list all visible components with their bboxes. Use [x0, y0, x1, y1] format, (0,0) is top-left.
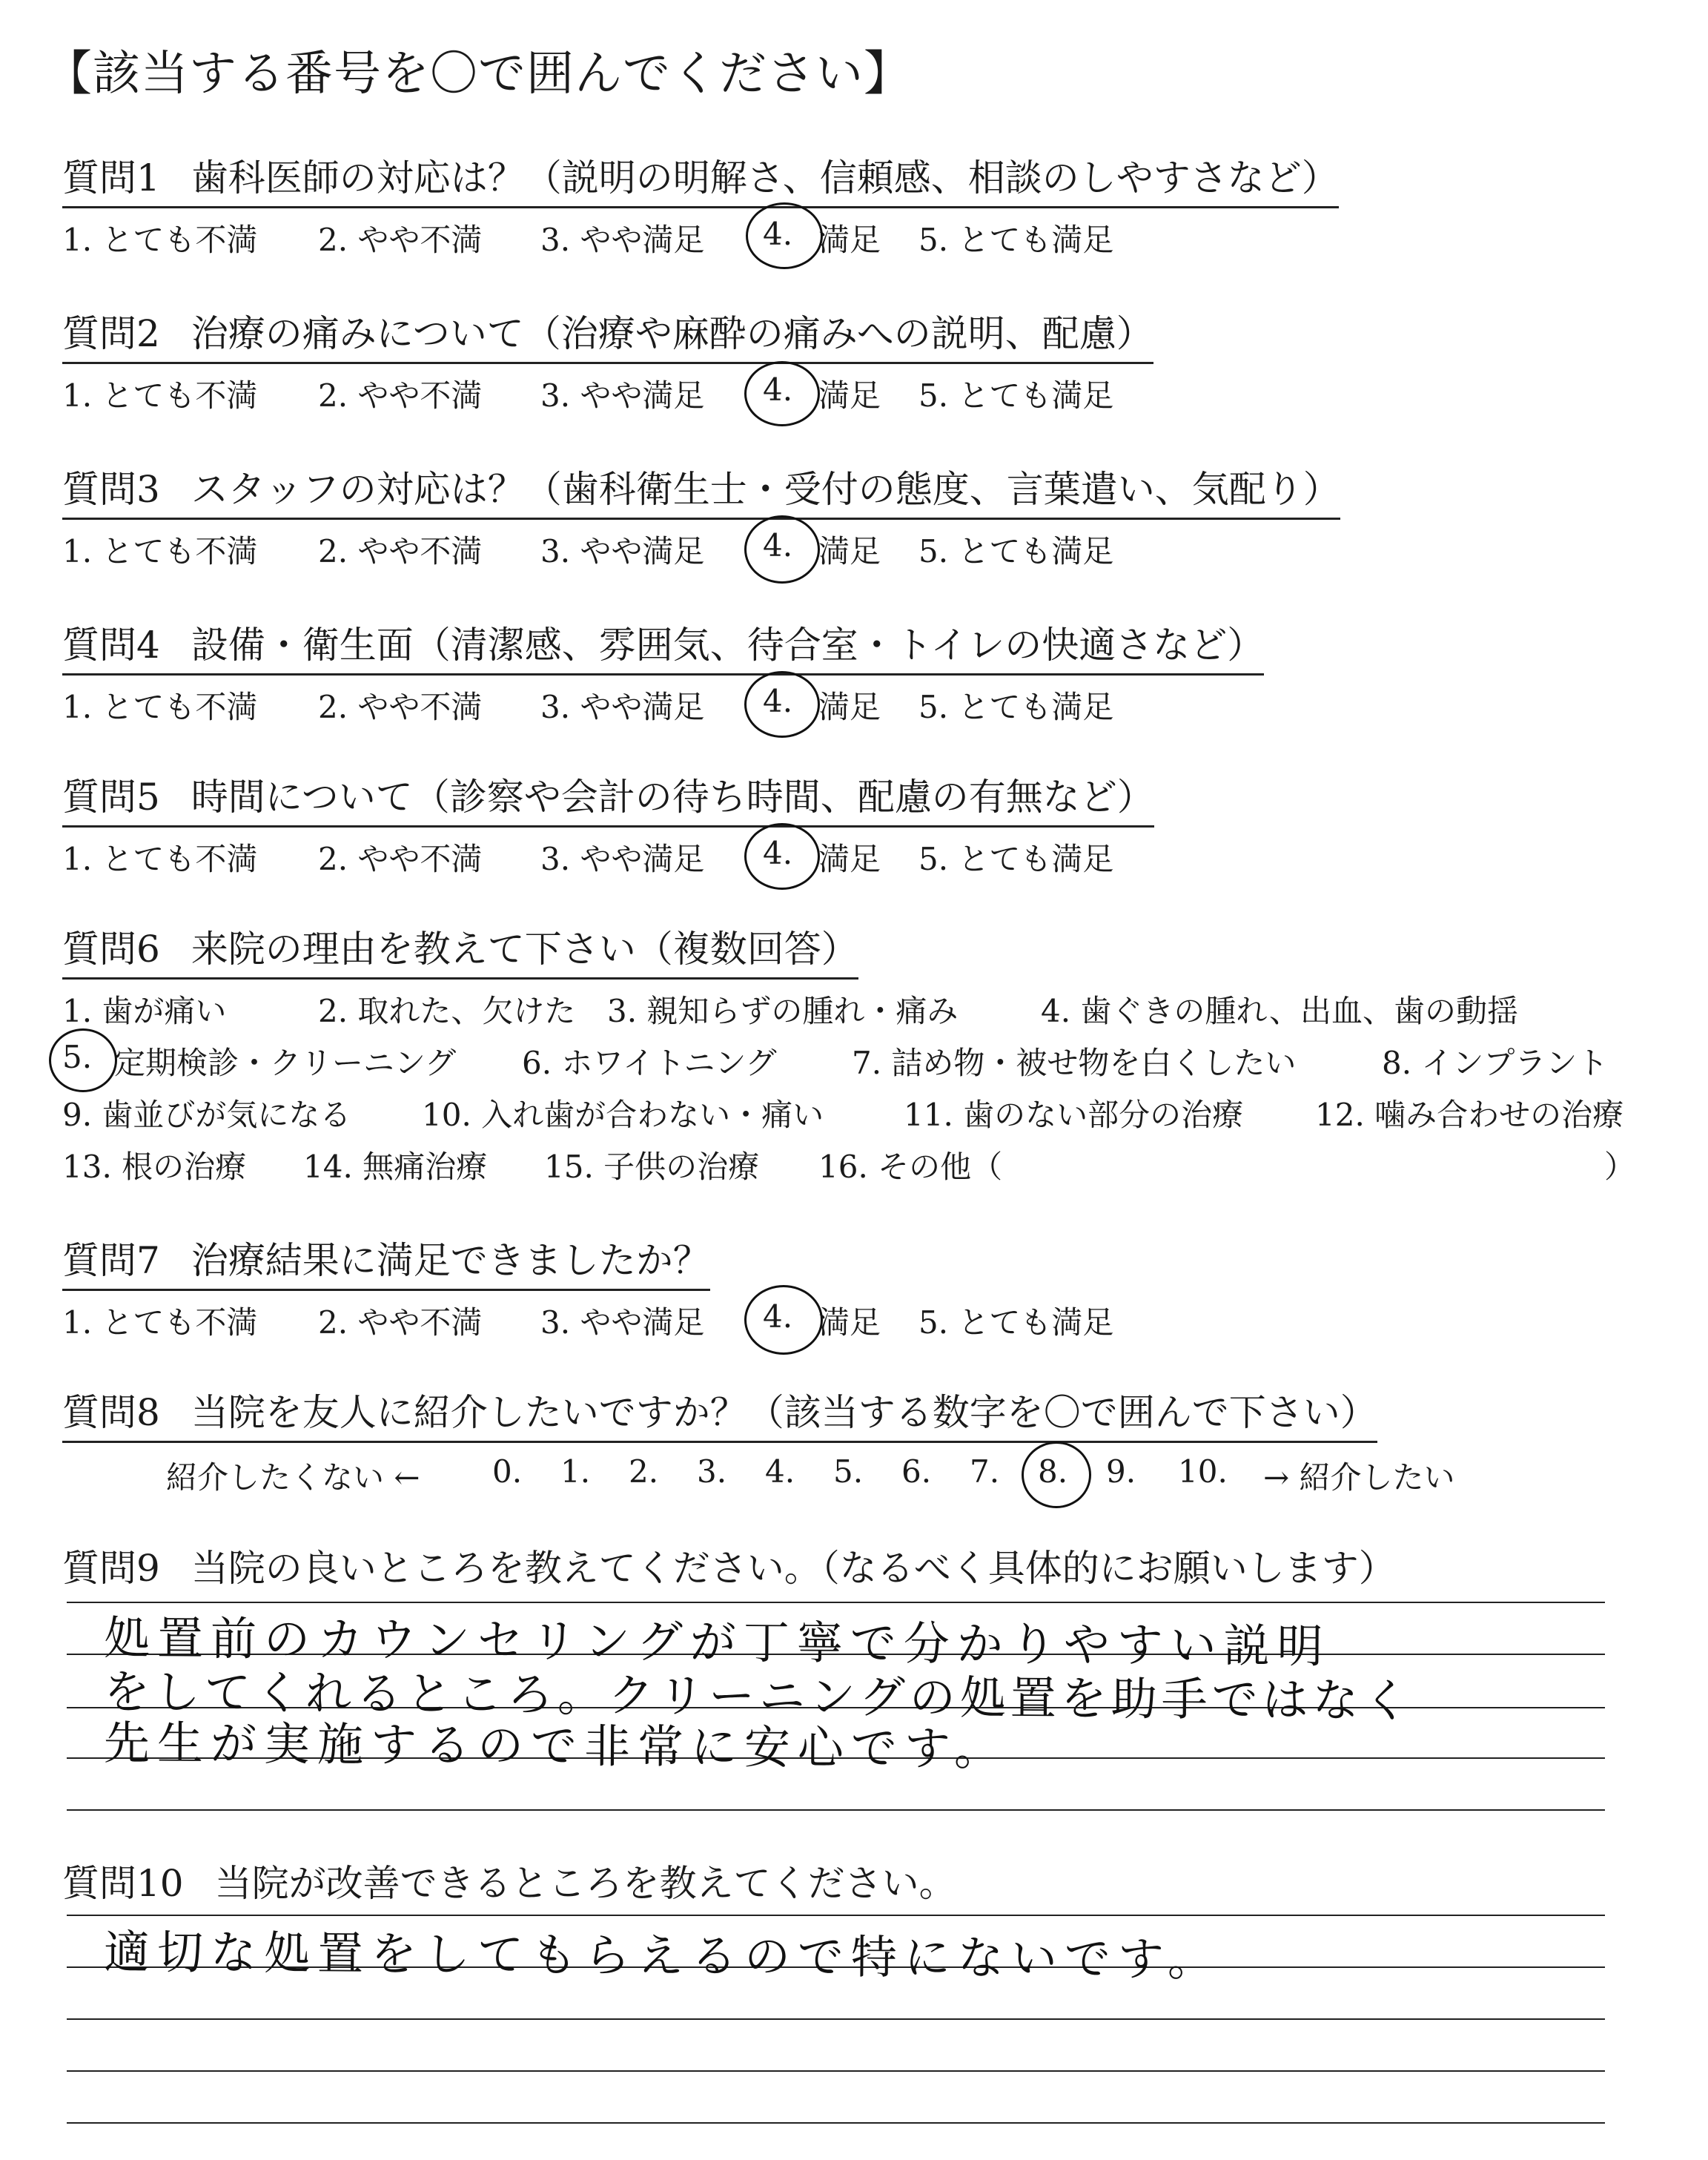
selection-circle — [744, 361, 820, 426]
option-2[interactable]: 2. やや不満 — [318, 689, 483, 725]
option-3[interactable]: 3. やや満足 — [540, 222, 705, 258]
question-9 — [62, 1539, 1656, 1596]
option-2[interactable]: 2. やや不満 — [318, 222, 483, 258]
score-3[interactable]: 3. — [697, 1453, 727, 1490]
option-2[interactable]: 2. やや不満 — [318, 533, 483, 569]
question-10 — [62, 1854, 1656, 1912]
option-5[interactable]: 5. とても満足 — [918, 377, 1114, 414]
scale-left-label: 紹介したくない ← — [166, 1459, 420, 1496]
score-6[interactable]: 6. — [901, 1453, 932, 1490]
option-1[interactable]: 1. とても不満 — [62, 533, 258, 569]
rating-options — [62, 683, 1656, 727]
question-text: 来院の理由を教えて下さい（複数回答） — [191, 928, 858, 971]
question-5-title — [62, 767, 1154, 828]
question-8 — [62, 1383, 1656, 1502]
scale-right-label: → 紹介したい — [1263, 1459, 1455, 1496]
question-4 — [62, 615, 1656, 727]
option-5[interactable]: 5. とても満足 — [918, 533, 1114, 569]
option-2[interactable]: 2. やや不満 — [318, 841, 483, 877]
option-4-number[interactable]: 4. — [763, 371, 793, 408]
selection-circle — [1022, 1441, 1091, 1508]
score-1[interactable]: 1. — [560, 1453, 591, 1490]
reason-options — [62, 987, 1656, 1195]
option-3[interactable]: 3. やや満足 — [540, 377, 705, 414]
reason-16-close: ） — [1604, 1149, 1636, 1185]
question-6-title — [62, 919, 858, 980]
question-label: 質問2 — [62, 312, 160, 355]
question-9-title — [62, 1539, 1396, 1596]
option-4-label: 満足 — [818, 841, 881, 877]
rating-options — [62, 371, 1656, 416]
reason-line — [62, 1039, 1656, 1091]
reason-9[interactable]: 9. 歯並びが気になる — [62, 1097, 351, 1133]
rating-options — [62, 527, 1656, 572]
selection-circle — [49, 1028, 117, 1092]
question-2 — [62, 304, 1656, 416]
instruction-header: 【該当する番号を〇で囲んでください】 — [44, 47, 912, 102]
reason-14[interactable]: 14. 無痛治療 — [303, 1149, 488, 1185]
score-8[interactable]: 8. — [1038, 1453, 1068, 1490]
reason-13[interactable]: 13. 根の治療 — [62, 1149, 247, 1185]
option-1[interactable]: 1. とても不満 — [62, 841, 258, 877]
score-4[interactable]: 4. — [765, 1453, 795, 1490]
selection-circle — [744, 515, 820, 584]
option-4-number[interactable]: 4. — [763, 835, 793, 871]
score-0[interactable]: 0. — [492, 1453, 523, 1490]
rating-options — [62, 835, 1656, 879]
recommend-scale — [62, 1453, 1656, 1502]
option-2[interactable]: 2. やや不満 — [318, 377, 483, 414]
option-4-number[interactable]: 4. — [763, 1298, 793, 1335]
score-10[interactable]: 10. — [1178, 1453, 1228, 1490]
rating-options — [62, 1298, 1656, 1343]
option-4-number[interactable]: 4. — [763, 216, 793, 252]
reason-5-label: 定期検診・クリーニング — [114, 1045, 457, 1081]
question-8-title — [62, 1383, 1377, 1443]
question-4-title — [62, 615, 1264, 676]
option-4-label: 満足 — [818, 689, 881, 725]
question-text: 治療の痛みについて（治療や麻酔の痛みへの説明、配慮） — [191, 312, 1153, 355]
question-3 — [62, 460, 1656, 572]
score-2[interactable]: 2. — [629, 1453, 659, 1490]
reason-line — [62, 1091, 1656, 1143]
answer-line — [67, 2018, 1605, 2020]
question-label: 質問3 — [62, 468, 160, 511]
question-3-title — [62, 460, 1340, 520]
handwritten-answer-line: 適切な処置をしてもらえるので特にないです。 — [103, 1924, 1222, 1987]
question-label: 質問1 — [62, 156, 160, 199]
reason-3[interactable]: 3. 親知らずの腫れ・痛み — [607, 993, 959, 1029]
question-2-title — [62, 304, 1153, 364]
handwritten-answer-line: をしてくれるところ。クリーニングの処置を助手ではなく — [103, 1664, 1414, 1728]
option-5[interactable]: 5. とても満足 — [918, 1304, 1114, 1341]
option-3[interactable]: 3. やや満足 — [540, 841, 705, 877]
option-4-label: 満足 — [818, 377, 881, 414]
answer-line — [67, 2122, 1605, 2124]
question-text: 当院を友人に紹介したいですか？（該当する数字を〇で囲んで下さい） — [191, 1391, 1377, 1434]
question-label: 質問4 — [62, 624, 160, 667]
reason-5-number[interactable]: 5. — [62, 1039, 93, 1075]
question-label: 質問6 — [62, 928, 160, 971]
question-label: 質問9 — [62, 1547, 160, 1590]
question-7-title — [62, 1231, 710, 1291]
option-1[interactable]: 1. とても不満 — [62, 377, 258, 414]
reason-10[interactable]: 10. 入れ歯が合わない・痛い — [422, 1097, 824, 1133]
question-5 — [62, 767, 1656, 879]
selection-circle — [744, 1285, 823, 1355]
score-5[interactable]: 5. — [833, 1453, 864, 1490]
reason-line — [62, 1143, 1656, 1195]
reason-16[interactable]: 16. その他（ — [818, 1149, 1003, 1185]
reason-12[interactable]: 12. 噛み合わせの治療 — [1315, 1097, 1624, 1133]
option-4-label: 満足 — [818, 222, 881, 258]
question-label: 質問7 — [62, 1239, 160, 1282]
question-text: 当院が改善できるところを教えてください。 — [214, 1862, 956, 1905]
option-2[interactable]: 2. やや不満 — [318, 1304, 483, 1341]
question-10-title — [62, 1854, 956, 1912]
rating-options — [62, 216, 1656, 260]
option-4-number[interactable]: 4. — [763, 683, 793, 719]
question-7 — [62, 1231, 1656, 1343]
question-text: 歯科医師の対応は？（説明の明解さ、信頼感、相談のしやすさなど） — [191, 156, 1339, 199]
option-4-number[interactable]: 4. — [763, 527, 793, 564]
reason-6[interactable]: 6. ホワイトニング — [522, 1045, 777, 1081]
option-5[interactable]: 5. とても満足 — [918, 689, 1114, 725]
option-5[interactable]: 5. とても満足 — [918, 841, 1114, 877]
option-3[interactable]: 3. やや満足 — [540, 689, 705, 725]
selection-circle — [744, 823, 820, 890]
reason-15[interactable]: 15. 子供の治療 — [544, 1149, 760, 1185]
score-9[interactable]: 9. — [1106, 1453, 1136, 1490]
answer-line — [67, 1809, 1605, 1811]
question-text: スタッフの対応は？（歯科衛生士・受付の態度、言葉遣い、気配り） — [191, 468, 1340, 511]
question-6 — [62, 919, 1656, 1195]
question-text: 当院の良いところを教えてください。（なるべく具体的にお願いします） — [191, 1547, 1396, 1590]
selection-circle — [744, 671, 820, 738]
answer-line — [67, 2070, 1605, 2072]
option-3[interactable]: 3. やや満足 — [540, 533, 705, 569]
handwritten-answer-line: 処置前のカウンセリングが丁寧で分かりやすい説明 — [103, 1611, 1331, 1674]
option-4-label: 満足 — [818, 1304, 881, 1341]
question-text: 治療結果に満足できましたか？ — [191, 1239, 710, 1282]
question-label: 質問8 — [62, 1391, 160, 1434]
reason-4[interactable]: 4. 歯ぐきの腫れ、出血、歯の動揺 — [1041, 993, 1518, 1029]
reason-1[interactable]: 1. 歯が痛い — [62, 993, 227, 1029]
selection-circle — [746, 202, 823, 269]
option-5[interactable]: 5. とても満足 — [918, 222, 1114, 258]
reason-8[interactable]: 8. インプラント — [1382, 1045, 1609, 1081]
reason-11[interactable]: 11. 歯のない部分の治療 — [904, 1097, 1244, 1133]
reason-7[interactable]: 7. 詰め物・被せ物を白くしたい — [852, 1045, 1297, 1081]
option-1[interactable]: 1. とても不満 — [62, 222, 258, 258]
question-1 — [62, 148, 1656, 260]
reason-2[interactable]: 2. 取れた、欠けた — [318, 993, 576, 1029]
question-text: 設備・衛生面（清潔感、雰囲気、待合室・トイレの快適さなど） — [191, 624, 1265, 667]
question-text: 時間について（診察や会計の待ち時間、配慮の有無など） — [191, 776, 1154, 819]
question-label: 質問10 — [62, 1862, 184, 1905]
option-3[interactable]: 3. やや満足 — [540, 1304, 705, 1341]
option-1[interactable]: 1. とても不満 — [62, 689, 258, 725]
reason-line — [62, 987, 1656, 1039]
option-4-label: 満足 — [818, 533, 881, 569]
option-1[interactable]: 1. とても不満 — [62, 1304, 258, 1341]
score-7[interactable]: 7. — [970, 1453, 1000, 1490]
question-label: 質問5 — [62, 776, 160, 819]
handwritten-answer-line: 先生が実施するので非常に安心です。 — [103, 1715, 1008, 1777]
question-1-title — [62, 148, 1339, 208]
